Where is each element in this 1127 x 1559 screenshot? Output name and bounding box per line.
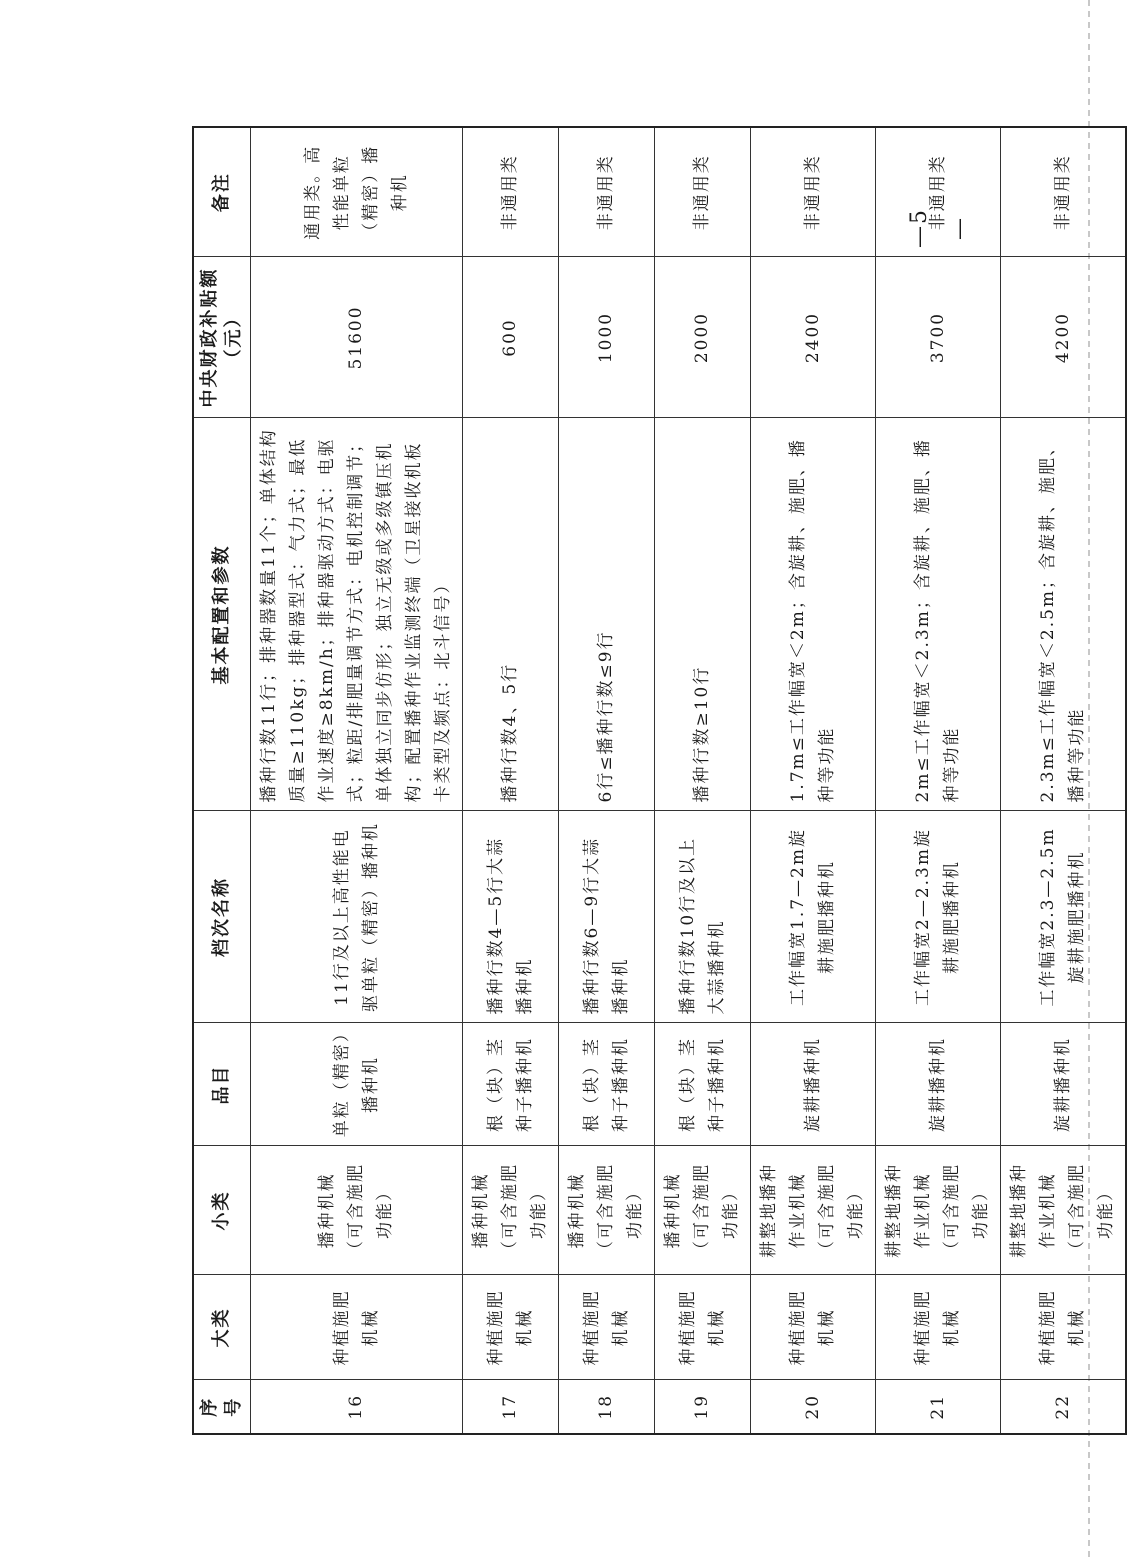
cell-remark: 非通用类: [751, 127, 876, 257]
cell-config: 播种行数4、5行: [463, 418, 559, 811]
cell-subsidy: 600: [463, 257, 559, 418]
cell-subcategory: 播种机械（可含施肥功能）: [655, 1146, 751, 1275]
header-subcategory: 小类: [193, 1146, 251, 1275]
cell-remark: 非通用类: [876, 127, 1001, 257]
cell-category: 种植施肥机械: [751, 1275, 876, 1380]
cell-item: 根（块）茎种子播种机: [655, 1023, 751, 1146]
header-subsidy: 中央财政补贴额（元）: [193, 257, 251, 418]
table-row: [876, 127, 1001, 1434]
cell-no: 22: [1001, 1380, 1127, 1434]
cell-item: 旋耕播种机: [876, 1023, 1001, 1146]
table-row: [751, 127, 876, 1434]
cell-config: 播种行数≥10行: [655, 418, 751, 811]
cell-remark: 非通用类: [1001, 127, 1127, 257]
header-category: 大类: [193, 1275, 251, 1380]
table-row: [463, 127, 559, 1434]
cell-item: 单粒（精密）播种机: [251, 1023, 463, 1146]
cell-subcategory: 耕整地播种作业机械（可含施肥功能）: [876, 1146, 1001, 1275]
cell-grade: 工作幅宽2.3—2.5m旋耕施肥播种机: [1001, 811, 1127, 1023]
cell-subcategory: 播种机械（可含施肥功能）: [559, 1146, 655, 1275]
cell-grade: 工作幅宽2—2.3m旋耕施肥播种机: [876, 811, 1001, 1023]
cell-config: 1.7m≤工作幅宽＜2m；含旋耕、施肥、播种等功能: [751, 418, 876, 811]
cell-grade: 播种行数4—5行大蒜播种机: [463, 811, 559, 1023]
cell-category: 种植施肥机械: [876, 1275, 1001, 1380]
table-row: [251, 127, 463, 1434]
cell-subcategory: 耕整地播种作业机械（可含施肥功能）: [1001, 1146, 1127, 1275]
header-remark: 备注: [193, 127, 251, 257]
cell-config: 播种行数11行；排种器数量11个；单体结构质量≥110kg；排种器型式：气力式；最低作业速度≥8km/h；排种器驱动方式：电驱式；粒距/排肥量调节方式：电机控制调节；单体独立同步仿形；独立无级或多级镇压机构；配置播种作业监测终端（卫星接收机板卡类型及频点：北斗信号）: [251, 418, 463, 811]
cell-remark: 非通用类: [655, 127, 751, 257]
table-row: [1001, 127, 1127, 1434]
cell-config: 2m≤工作幅宽＜2.3m；含旋耕、施肥、播种等功能: [876, 418, 1001, 811]
cell-subsidy: 2000: [655, 257, 751, 418]
table-row: [655, 127, 751, 1434]
cell-remark: 非通用类: [559, 127, 655, 257]
cell-category: 种植施肥机械: [1001, 1275, 1127, 1380]
cell-category: 种植施肥机械: [559, 1275, 655, 1380]
cell-subsidy: 1000: [559, 257, 655, 418]
cell-grade: 播种行数6—9行大蒜播种机: [559, 811, 655, 1023]
cell-category: 种植施肥机械: [655, 1275, 751, 1380]
header-grade: 档次名称: [193, 811, 251, 1023]
cell-no: 20: [751, 1380, 876, 1434]
header-item: 品目: [193, 1023, 251, 1146]
cell-subcategory: 播种机械（可含施肥功能）: [463, 1146, 559, 1275]
cell-no: 19: [655, 1380, 751, 1434]
page-number: —5—: [907, 208, 972, 248]
cell-grade: 播种行数10行及以上大蒜播种机: [655, 811, 751, 1023]
rotated-table-container: [192, 128, 1116, 1435]
cell-config: 2.3m≤工作幅宽＜2.5m；含旋耕、施肥、播种等功能: [1001, 418, 1127, 811]
cell-no: 21: [876, 1380, 1001, 1434]
cell-remark: 非通用类: [463, 127, 559, 257]
cell-subsidy: 51600: [251, 257, 463, 418]
cell-config: 6行≤播种行数≤9行: [559, 418, 655, 811]
cell-no: 18: [559, 1380, 655, 1434]
cell-no: 16: [251, 1380, 463, 1434]
cell-grade: 11行及以上高性能电驱单粒（精密）播种机: [251, 811, 463, 1023]
header-row: [193, 127, 251, 1434]
cell-subsidy: 3700: [876, 257, 1001, 418]
cell-item: 根（块）茎种子播种机: [559, 1023, 655, 1146]
cell-subcategory: 耕整地播种作业机械（可含施肥功能）: [751, 1146, 876, 1275]
cell-subsidy: 4200: [1001, 257, 1127, 418]
cell-item: 旋耕播种机: [751, 1023, 876, 1146]
cell-category: 种植施肥机械: [251, 1275, 463, 1380]
cell-subsidy: 2400: [751, 257, 876, 418]
cell-item: 根（块）茎种子播种机: [463, 1023, 559, 1146]
cell-item: 旋耕播种机: [1001, 1023, 1127, 1146]
cell-no: 17: [463, 1380, 559, 1434]
subsidy-table: [192, 126, 1127, 1435]
table-row: [559, 127, 655, 1434]
cell-grade: 工作幅宽1.7—2m旋耕施肥播种机: [751, 811, 876, 1023]
cell-category: 种植施肥机械: [463, 1275, 559, 1380]
header-no: 序号: [193, 1380, 251, 1434]
cell-subcategory: 播种机械（可含施肥功能）: [251, 1146, 463, 1275]
cell-remark: 通用类。高性能单粒（精密）播种机: [251, 127, 463, 257]
header-config: 基本配置和参数: [193, 418, 251, 811]
